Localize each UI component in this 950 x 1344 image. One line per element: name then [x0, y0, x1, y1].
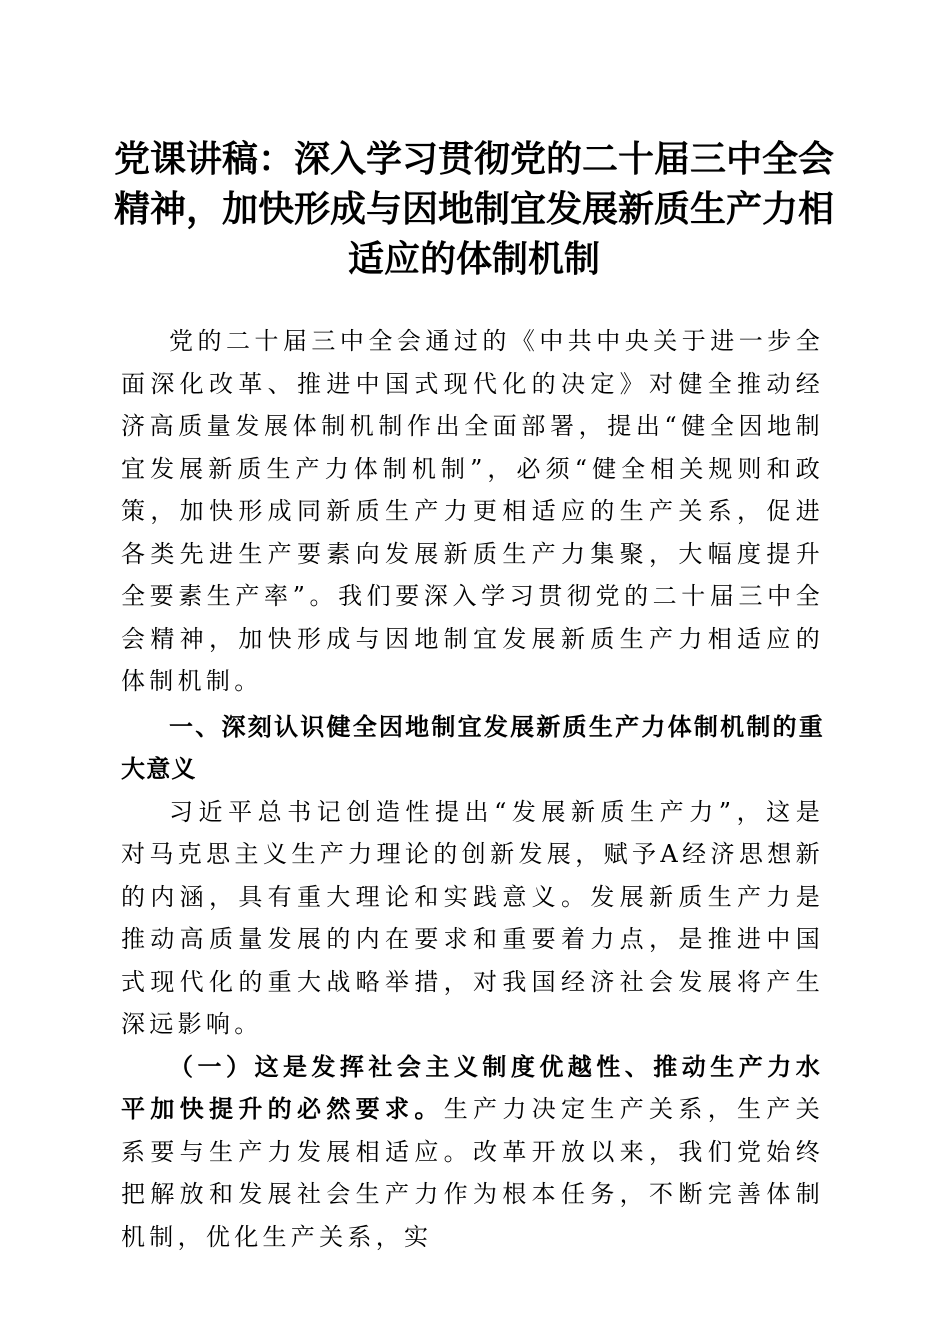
subsection-1-lead: （一）这是发挥社会主义制度优越性、推动生产力水平加快提升的必然要求。	[121, 1052, 824, 1123]
section-1-paragraph: 习近平总书记创造性提出“发展新质生产力”，这是对马克思主义生产力理论的创新发展，赋予A经济思想新的内涵，具有重大理论和实践意义。发展新质生产力是推动高质量发展的内在要求和重要着力点，是推进中国式现代化的重大战略举措，对我国经济社会发展将产生深远影响。	[121, 797, 824, 1038]
intro-paragraph: 党的二十届三中全会通过的《中共中央关于进一步全面深化改革、推进中国式现代化的决定》对健全推动经济高质量发展体制机制作出全面部署，提出“健全因地制宜发展新质生产力体制机制”，必须“健全相关规则和政策，加快形成同新质生产力更相适应的生产关系，促进各类先进生产要素向发展新质生产力集聚，大幅度提升全要素生产率”。我们要深入学习贯彻党的二十届三中全会精神，加快形成与因地制宜发展新质生产力相适应的体制机制。	[121, 327, 824, 695]
subsection-1-body: 生产力决定生产关系，生产关系要与生产力发展相适应。改革开放以来，我们党始终把解放和发展社会生产力作为根本任务，不断完善体制机制，优化生产关系，实	[121, 1095, 824, 1251]
subsection-1-paragraph	[121, 1046, 824, 1259]
section-heading-1: 一、深刻认识健全因地制宜发展新质生产力体制机制的重大意义	[121, 712, 824, 783]
document-title: 党课讲稿：深入学习贯彻党的二十届三中全会精神，加快形成与因地制宜发展新质生产力相适应的体制机制	[113, 138, 834, 280]
document-body	[121, 320, 824, 1258]
